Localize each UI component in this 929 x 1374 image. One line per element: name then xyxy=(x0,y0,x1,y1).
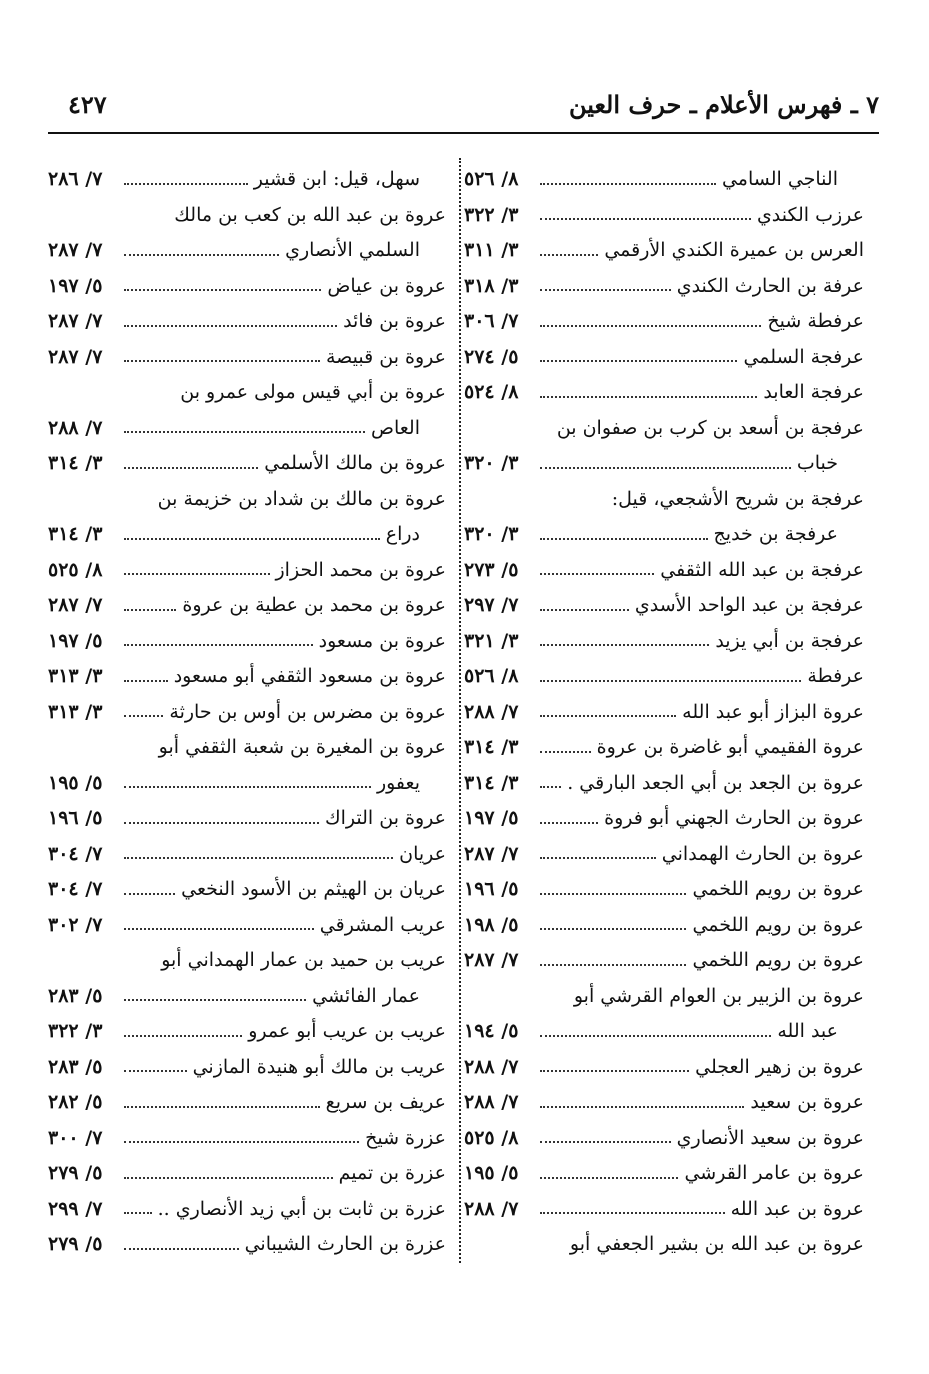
index-entry xyxy=(464,553,864,589)
index-entry xyxy=(48,695,446,731)
entry-reference: ٣/ ٣٢٢ xyxy=(48,1020,103,1042)
entry-name: عروة بن رويم اللخمي xyxy=(692,913,864,936)
dot-leader xyxy=(540,715,676,717)
entry-reference: ٧/ ٢٨٧ xyxy=(464,842,519,865)
index-entry xyxy=(48,1156,446,1192)
entry-reference: ٣/ ٣١٣ xyxy=(48,665,103,687)
dot-leader xyxy=(540,573,654,575)
entry-reference: ٣/ ٣١٣ xyxy=(48,700,103,723)
index-entry xyxy=(464,659,864,695)
entry-reference: ٥/ ٢٧٩ xyxy=(48,1162,103,1184)
index-entry xyxy=(48,730,446,766)
entry-name: عرزب الكندي xyxy=(756,203,864,226)
entry-name: عروة بن مسعود xyxy=(318,629,446,652)
entry-name: عبد الله xyxy=(777,1020,838,1042)
index-entry xyxy=(464,1050,864,1086)
dot-leader xyxy=(540,1106,744,1108)
entry-name: السلمي الأنصاري xyxy=(285,239,420,261)
entry-reference: ٣/ ٣٢١ xyxy=(464,629,519,652)
entry-name: عزرة بن ثابت بن أبي زيد الأنصاري .. xyxy=(157,1197,446,1220)
entry-reference: ٥/ ٢٨٣ xyxy=(48,1055,103,1078)
index-entry xyxy=(464,872,864,908)
dot-leader xyxy=(124,183,248,185)
entry-name: عروة بن التراك xyxy=(324,807,446,829)
entry-reference: ٥/ ٢٧٤ xyxy=(464,345,519,368)
dot-leader xyxy=(124,928,314,930)
dot-leader xyxy=(540,254,598,256)
entry-name: عزرة بن تميم xyxy=(338,1162,446,1184)
dot-leader xyxy=(540,396,757,398)
dot-leader xyxy=(540,538,708,540)
entry-name: عزرة شيخ xyxy=(365,1126,446,1149)
column-divider xyxy=(459,158,461,1263)
index-entry xyxy=(48,304,446,340)
dot-leader xyxy=(124,1141,359,1143)
index-entry xyxy=(48,198,446,234)
dot-leader xyxy=(124,431,365,433)
entry-name: عروة بن سعيد الأنصاري xyxy=(676,1126,864,1149)
entry-reference: ٨/ ٥٢٤ xyxy=(464,381,519,403)
entry-name: عرفجة بن خديج xyxy=(713,523,838,545)
entry-reference: ٥/ ١٩٨ xyxy=(464,913,519,936)
entry-name: عروة بن الجعد بن أبي الجعد البارقي . xyxy=(567,771,864,794)
entry-reference: ٨/ ٥٢٥ xyxy=(48,558,103,581)
index-entry xyxy=(464,162,864,198)
dot-leader xyxy=(124,1035,242,1037)
dot-leader xyxy=(540,822,598,824)
entry-reference: ٥/ ١٩٦ xyxy=(48,807,103,829)
index-entry xyxy=(464,588,864,624)
dot-leader xyxy=(540,467,791,469)
entry-name: عريان xyxy=(399,842,446,865)
index-entry xyxy=(464,304,864,340)
dot-leader xyxy=(124,1177,333,1179)
entry-reference: ٧/ ٢٨٧ xyxy=(48,594,103,616)
entry-name: عروة بن الزبير بن العوام القرشي أبو xyxy=(573,984,864,1007)
entry-reference: ٥/ ١٩٧ xyxy=(48,629,103,652)
index-entry xyxy=(464,1014,864,1050)
entry-name: دراع xyxy=(385,523,420,545)
entry-reference: ٥/ ١٩٤ xyxy=(464,1020,519,1042)
entry-name: عروة بن عبد الله بن كعب بن مالك xyxy=(174,203,446,226)
dot-leader xyxy=(540,183,716,185)
entry-name: عروة بن مالك الأسلمي xyxy=(264,452,446,474)
dot-leader xyxy=(540,1070,689,1072)
dot-leader xyxy=(124,893,175,895)
index-entry xyxy=(48,233,446,269)
entry-reference: ٣/ ٣١٤ xyxy=(464,736,519,758)
entry-name: عريب بن عريب أبو عمرو xyxy=(248,1020,446,1042)
dot-leader xyxy=(540,857,656,859)
entry-name: عروة بن الحارث الجهني أبو فروة xyxy=(604,807,864,829)
entry-name: عروة بن أبي قيس مولى عمرو بن xyxy=(180,381,446,403)
dot-leader xyxy=(540,325,761,327)
entry-reference: ٥/ ١٩٥ xyxy=(464,1162,519,1184)
entry-name: خباب xyxy=(796,452,838,474)
entry-reference: ٥/ ١٩٦ xyxy=(464,878,519,900)
index-entry xyxy=(48,553,446,589)
entry-name: عروة بن زهير العجلي xyxy=(695,1055,864,1078)
index-entry xyxy=(48,659,446,695)
entry-name: عمار الفائشي xyxy=(312,984,420,1007)
entry-name: عريان بن الهيثم بن الأسود النخعي xyxy=(181,878,446,900)
dot-leader xyxy=(540,289,671,291)
entry-name: عرفجة بن أسعد بن كرب بن صفوان بن xyxy=(556,416,864,439)
index-entry xyxy=(464,517,864,553)
entry-reference: ٣/ ٣٢٠ xyxy=(464,523,519,545)
dot-leader xyxy=(540,1141,671,1143)
entry-name: عرفة بن الحارث الكندي xyxy=(676,274,864,297)
entry-name: عرفجة بن شريح الأشجعي، قيل: xyxy=(611,487,864,510)
index-entry xyxy=(48,1014,446,1050)
dot-leader xyxy=(124,289,321,291)
entry-name: عروة بن محمد بن عطية بن عروة xyxy=(182,594,446,616)
entry-name: عريب المشرقي xyxy=(319,913,446,936)
entry-name: عرفطة xyxy=(807,665,864,687)
index-entry xyxy=(48,1121,446,1157)
entry-reference: ٧/ ٢٩٩ xyxy=(48,1197,103,1220)
index-entry xyxy=(48,908,446,944)
entry-reference: ٥/ ٢٧٣ xyxy=(464,558,519,581)
entry-reference: ٥/ ١٩٧ xyxy=(464,807,519,829)
entry-reference: ٧/ ٣٠٦ xyxy=(464,310,519,332)
entry-reference: ٧/ ٢٨٨ xyxy=(464,1055,519,1078)
entry-name: عروة بن المغيرة بن شعبة الثقفي أبو xyxy=(158,736,446,758)
index-entry xyxy=(464,1156,864,1192)
entry-reference: ٣/ ٣١٤ xyxy=(48,452,103,474)
entry-reference: ٣/ ٣١٤ xyxy=(464,771,519,794)
dot-leader xyxy=(124,822,319,824)
index-entry xyxy=(48,1050,446,1086)
dot-leader xyxy=(124,999,306,1001)
entry-reference: ٨/ ٥٢٥ xyxy=(464,1126,519,1149)
dot-leader xyxy=(124,325,337,327)
entry-name: عروة بن رويم اللخمي xyxy=(692,878,864,900)
dot-leader xyxy=(124,254,279,256)
entry-reference: ٧/ ٢٨٧ xyxy=(48,345,103,368)
running-title: ٧ ـ فهرس الأعلام ـ حرف العين xyxy=(568,90,879,119)
entry-reference: ٧/ ٢٨٧ xyxy=(48,310,103,332)
dot-leader xyxy=(540,1212,725,1214)
dot-leader xyxy=(124,644,313,646)
index-entry xyxy=(48,837,446,873)
dot-leader xyxy=(540,928,686,930)
entry-reference: ٧/ ٣٠٢ xyxy=(48,913,103,936)
entry-reference: ٣/ ٣٢٠ xyxy=(464,452,519,474)
dot-leader xyxy=(124,786,371,788)
dot-leader xyxy=(540,786,561,788)
entry-name: عروة بن رويم اللخمي xyxy=(692,949,864,971)
entry-reference: ٧/ ٣٠٤ xyxy=(48,878,103,900)
dot-leader xyxy=(124,467,258,469)
entry-reference: ٧/ ٢٩٧ xyxy=(464,594,519,616)
entry-name: عروة بن محمد الحزاز xyxy=(275,558,446,581)
entry-reference: ٣/ ٣١٨ xyxy=(464,274,519,297)
entry-reference: ٥/ ٢٨٣ xyxy=(48,984,103,1007)
index-entry xyxy=(48,588,446,624)
dot-leader xyxy=(540,1177,678,1179)
entry-name: عروة بن مسعود الثقفي أبو مسعود xyxy=(173,665,446,687)
dot-leader xyxy=(124,1212,152,1214)
entry-name: عروة بن عبد الله بن بشير الجعفي أبو xyxy=(569,1233,864,1255)
entry-name: عرفجة بن عبد الواحد الأسدي xyxy=(634,594,864,616)
index-entry xyxy=(48,872,446,908)
index-entry xyxy=(48,482,446,518)
index-entry xyxy=(464,766,864,802)
entry-name: عروة بن مضرس بن أوس بن حارثة xyxy=(169,700,446,723)
entry-name: عروة بن مالك بن شداد بن خزيمة بن xyxy=(157,487,446,510)
dot-leader xyxy=(124,573,270,575)
entry-name: عروة بن عبد الله xyxy=(730,1197,864,1220)
dot-leader xyxy=(540,893,686,895)
entry-reference: ٧/ ٢٨٨ xyxy=(464,1091,519,1113)
index-column-left xyxy=(48,162,446,1263)
entry-name: عريف بن سريع xyxy=(325,1091,446,1113)
entry-reference: ٥/ ٢٧٩ xyxy=(48,1233,103,1255)
dot-leader xyxy=(540,751,591,753)
dot-leader xyxy=(124,680,168,682)
entry-name: عروة بن عياض xyxy=(327,274,446,297)
entry-reference: ٨/ ٥٢٦ xyxy=(464,168,519,190)
entry-name: عرفجة بن عبد الله الثقفي xyxy=(660,558,864,581)
index-entry xyxy=(464,411,864,447)
index-entry xyxy=(464,446,864,482)
index-entry xyxy=(48,162,446,198)
entry-name: عريب بن مالك أبو هنيدة المازني xyxy=(192,1055,446,1078)
index-entry xyxy=(464,1121,864,1157)
index-entry xyxy=(464,801,864,837)
dot-leader xyxy=(540,680,801,682)
index-column-right xyxy=(464,162,864,1263)
index-entry xyxy=(464,375,864,411)
index-entry xyxy=(464,730,864,766)
dot-leader xyxy=(124,360,320,362)
index-entry xyxy=(464,269,864,305)
index-entry xyxy=(48,269,446,305)
dot-leader xyxy=(540,644,709,646)
entry-reference: ٧/ ٢٨٨ xyxy=(464,700,519,723)
entry-reference: ٣/ ٣٢٢ xyxy=(464,203,519,226)
index-entry xyxy=(464,943,864,979)
entry-name: عروة بن قبيصة xyxy=(326,345,446,368)
index-entry xyxy=(48,1227,446,1263)
entry-name: عروة بن عامر القرشي xyxy=(684,1162,864,1184)
index-entry xyxy=(48,979,446,1015)
index-entry xyxy=(48,766,446,802)
entry-reference: ٣/ ٣١١ xyxy=(464,239,519,261)
entry-name: عروة البزاز أبو عبد الله xyxy=(682,700,864,723)
dot-leader xyxy=(540,360,737,362)
entry-reference: ٥/ ١٩٥ xyxy=(48,771,103,794)
entry-reference: ٧/ ٢٨٦ xyxy=(48,168,103,190)
entry-name: عرفجة العابد xyxy=(763,381,864,403)
dot-leader xyxy=(124,715,163,717)
entry-name: عروة بن سعيد xyxy=(750,1091,864,1113)
entry-reference: ٣/ ٣١٤ xyxy=(48,523,103,545)
index-entry xyxy=(464,482,864,518)
dot-leader xyxy=(124,1106,320,1108)
dot-leader xyxy=(124,538,380,540)
entry-name: سهل، قيل: ابن قشير xyxy=(253,168,420,190)
entry-name: العرس بن عميرة الكندي الأرقمي xyxy=(604,239,864,261)
index-entry xyxy=(48,624,446,660)
entry-reference: ٧/ ٣٠٠ xyxy=(48,1126,103,1149)
index-entry xyxy=(464,198,864,234)
entry-reference: ٧/ ٢٨٨ xyxy=(464,1197,519,1220)
entry-name: عريب بن حميد بن عمار الهمداني أبو xyxy=(161,949,446,971)
entry-name: عروة الفقيمي أبو غاضرة بن عروة xyxy=(596,736,864,758)
index-entry xyxy=(464,1227,864,1263)
entry-reference: ٧/ ٢٨٧ xyxy=(464,949,519,971)
index-entry xyxy=(464,837,864,873)
index-entry xyxy=(464,908,864,944)
entry-reference: ٨/ ٥٢٦ xyxy=(464,665,519,687)
entry-name: عرفجة بن أبي يزيد xyxy=(715,629,864,652)
entry-name: عرفجة السلمي xyxy=(743,345,864,368)
index-entry xyxy=(464,624,864,660)
dot-leader xyxy=(540,218,751,220)
entry-reference: ٧/ ٣٠٤ xyxy=(48,842,103,865)
dot-leader xyxy=(124,1248,239,1250)
page-header xyxy=(48,88,879,134)
dot-leader xyxy=(124,1070,187,1072)
dot-leader xyxy=(540,964,686,966)
entry-reference: ٥/ ١٩٧ xyxy=(48,274,103,297)
index-entry xyxy=(48,1192,446,1228)
entry-name: العاص xyxy=(371,416,420,439)
index-entry xyxy=(48,943,446,979)
index-entry xyxy=(464,233,864,269)
index-entry xyxy=(464,979,864,1015)
index-entry xyxy=(48,375,446,411)
entry-name: عزرة بن الحارث الشيباني xyxy=(244,1233,446,1255)
entry-reference: ٥/ ٢٨٢ xyxy=(48,1091,103,1113)
index-entry xyxy=(48,517,446,553)
entry-reference: ٧/ ٢٨٨ xyxy=(48,416,103,439)
index-entry xyxy=(464,340,864,376)
entry-name: عروة بن فائد xyxy=(343,310,446,332)
index-entry xyxy=(48,340,446,376)
index-entry xyxy=(464,695,864,731)
index-entry xyxy=(48,801,446,837)
dot-leader xyxy=(540,609,629,611)
index-entry xyxy=(464,1192,864,1228)
dot-leader xyxy=(124,857,393,859)
page-number: ٤٢٧ xyxy=(68,90,107,119)
entry-name: الناجي السامي xyxy=(721,168,838,190)
index-entry xyxy=(48,446,446,482)
index-entry xyxy=(48,1085,446,1121)
entry-reference: ٧/ ٢٨٧ xyxy=(48,239,103,261)
entry-name: عروة بن الحارث الهمداني xyxy=(661,842,864,865)
index-entry xyxy=(464,1085,864,1121)
dot-leader xyxy=(540,1035,771,1037)
entry-name: يعفور xyxy=(376,771,420,794)
dot-leader xyxy=(124,609,176,611)
index-entry xyxy=(48,411,446,447)
entry-name: عرفطة شيخ xyxy=(767,310,864,332)
